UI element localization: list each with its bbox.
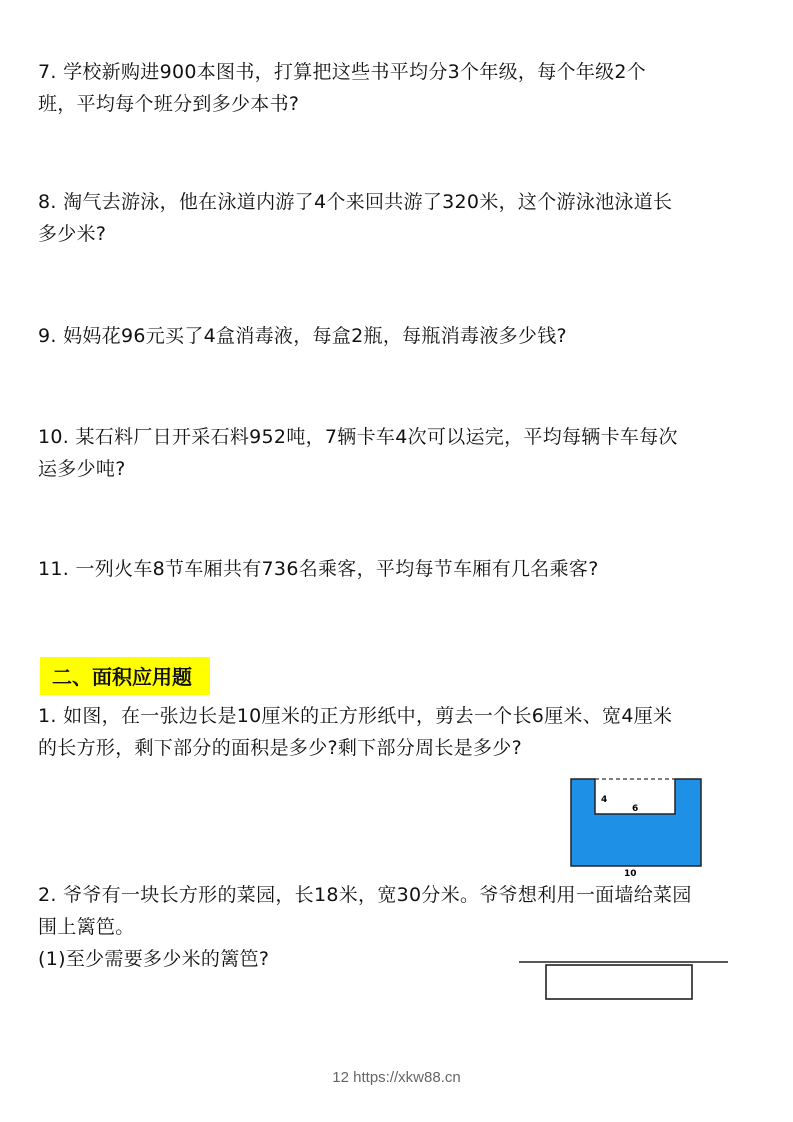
question-7-line-2: 班，平均每个班分到多少本书? <box>38 93 300 115</box>
question-11 <box>38 553 758 585</box>
cut-width-label: 6 <box>632 804 639 814</box>
area-problem-1 <box>38 700 758 764</box>
question-10-line-2: 运多少吨? <box>38 458 126 480</box>
question-8-line-2: 多少米? <box>38 223 107 245</box>
question-7-line-1: 7. 学校新购进900本图书，打算把这些书平均分3个年级，每个年级2个 <box>38 61 647 83</box>
area-problem-1-line-2: 的长方形，剩下部分的面积是多少?剩下部分周长是多少? <box>38 737 522 759</box>
area-problem-2-line-1: 2. 爷爷有一块长方形的菜园，长18米，宽30分米。爷爷想利用一面墙给菜园 <box>38 884 692 906</box>
cut-height-label: 4 <box>601 795 608 805</box>
question-10-line-1: 10. 某石料厂日开采石料952吨，7辆卡车4次可以运完，平均每辆卡车每次 <box>38 426 678 448</box>
area-problem-2-line-2: 围上篱笆。 <box>38 916 135 938</box>
section-heading: 二、面积应用题 <box>40 657 210 695</box>
garden-rectangle <box>546 965 692 999</box>
question-11-line-1: 11. 一列火车8节车厢共有736名乘客，平均每节车厢有几名乘客? <box>38 558 599 580</box>
area-problem-1-line-1: 1. 如图，在一张边长是10厘米的正方形纸中，剪去一个长6厘米、宽4厘米 <box>38 705 673 727</box>
question-9-line-1: 9. 妈妈花96元买了4盒消毒液，每盒2瓶，每瓶消毒液多少钱? <box>38 325 567 347</box>
question-8-line-1: 8. 淘气去游泳，他在泳道内游了4个来回共游了320米，这个游泳池泳道长 <box>38 191 673 213</box>
question-7 <box>38 56 758 120</box>
cut-square-shape <box>571 779 701 866</box>
base-length-label: 10 <box>624 869 637 878</box>
cut-square-figure <box>568 776 708 878</box>
garden-wall-figure <box>516 956 732 1008</box>
question-8 <box>38 186 758 250</box>
question-10 <box>38 421 758 485</box>
area-problem-2-sub-1: (1)至少需要多少米的篱笆? <box>38 948 270 970</box>
question-9 <box>38 320 758 352</box>
page-footer: 12 https://xkw88.cn <box>332 1069 461 1086</box>
